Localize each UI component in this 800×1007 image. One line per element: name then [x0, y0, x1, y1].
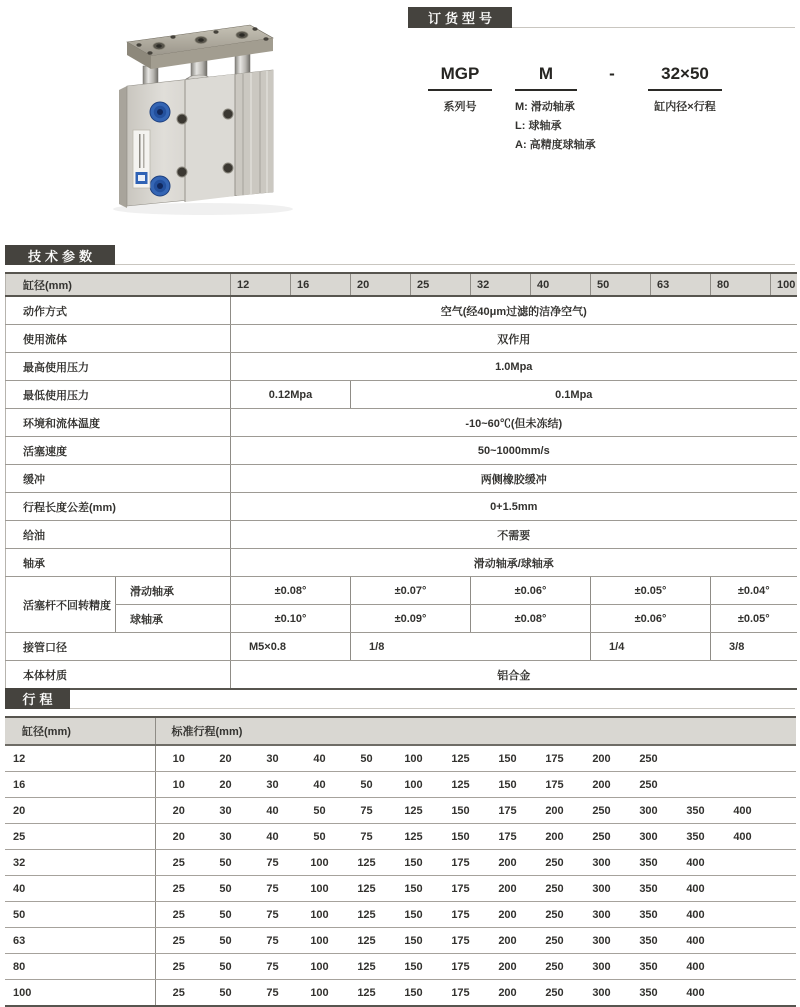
stroke-value-cell: 350	[672, 824, 719, 850]
spec-row	[6, 381, 797, 409]
spec-row	[6, 661, 797, 690]
tech-bore-header: 16	[291, 273, 351, 296]
stroke-value-cell	[719, 850, 766, 876]
stroke-filler-cell	[766, 850, 796, 876]
stroke-value-cell: 250	[531, 850, 578, 876]
stroke-value-cell: 250	[531, 876, 578, 902]
stroke-value-cell: 200	[484, 876, 531, 902]
stroke-value-cell: 150	[390, 876, 437, 902]
stroke-filler-cell	[766, 798, 796, 824]
stroke-value-cell: 350	[625, 954, 672, 980]
stroke-value-cell: 25	[155, 876, 202, 902]
stroke-corner-label: 缸径(mm)	[5, 717, 155, 745]
stroke-value-cell: 100	[296, 876, 343, 902]
stroke-bore-label: 25	[5, 824, 155, 850]
stroke-value-cell: 175	[437, 954, 484, 980]
stroke-value-cell: 125	[343, 928, 390, 954]
order-code-bore-stroke: 32×50	[648, 64, 722, 91]
stroke-value-cell: 100	[390, 745, 437, 772]
stroke-value-cell: 30	[202, 824, 249, 850]
stroke-value-cell: 75	[249, 980, 296, 1007]
spec-value-cell: ±0.08°	[471, 605, 591, 633]
stroke-filler-cell	[766, 980, 796, 1007]
stroke-value-cell: 300	[625, 798, 672, 824]
spec-row-label: 本体材质	[6, 661, 231, 690]
spec-row	[6, 296, 797, 325]
spec-value-cell: ±0.08°	[231, 577, 351, 605]
stroke-value-cell: 350	[625, 980, 672, 1007]
spec-row-label: 缓冲	[6, 465, 231, 493]
stroke-value-cell: 40	[249, 798, 296, 824]
spec-row-label: 行程长度公差(mm)	[6, 493, 231, 521]
stroke-value-cell: 175	[437, 980, 484, 1007]
stroke-value-cell: 10	[155, 772, 202, 798]
stroke-value-header: 标准行程(mm)	[155, 717, 796, 745]
stroke-bore-label: 16	[5, 772, 155, 798]
stroke-value-cell: 350	[625, 902, 672, 928]
stroke-filler-cell	[766, 954, 796, 980]
stroke-value-cell: 125	[437, 745, 484, 772]
spec-row-label: 给油	[6, 521, 231, 549]
stroke-value-cell: 175	[531, 772, 578, 798]
stroke-value-cell: 300	[625, 824, 672, 850]
spec-row	[6, 521, 797, 549]
spec-row	[6, 353, 797, 381]
spec-value-cell: 不需要	[231, 521, 797, 549]
tech-table-body	[6, 296, 797, 689]
stroke-value-cell: 25	[155, 850, 202, 876]
stroke-value-cell: 250	[531, 954, 578, 980]
stroke-value-cell: 300	[578, 928, 625, 954]
tech-bore-header: 12	[231, 273, 291, 296]
stroke-value-cell: 50	[202, 876, 249, 902]
tech-bore-header: 25	[411, 273, 471, 296]
spec-value-cell: 1/4	[591, 633, 711, 661]
stroke-table	[5, 716, 796, 1007]
stroke-value-cell: 30	[202, 798, 249, 824]
stroke-value-cell	[719, 954, 766, 980]
stroke-value-cell: 50	[202, 928, 249, 954]
stroke-filler-cell	[766, 772, 796, 798]
spec-value-cell: 0+1.5mm	[231, 493, 797, 521]
stroke-value-cell: 150	[390, 902, 437, 928]
stroke-row	[5, 980, 796, 1007]
stroke-value-cell: 250	[531, 928, 578, 954]
spec-value-cell: 0.12Mpa	[231, 381, 351, 409]
stroke-value-cell: 200	[578, 772, 625, 798]
stroke-value-cell: 25	[155, 954, 202, 980]
spec-row	[6, 325, 797, 353]
stroke-value-cell: 20	[202, 745, 249, 772]
stroke-value-cell: 350	[625, 876, 672, 902]
stroke-value-cell: 175	[437, 902, 484, 928]
stroke-value-cell: 25	[155, 980, 202, 1007]
stroke-value-cell: 50	[202, 902, 249, 928]
stroke-value-cell: 40	[296, 745, 343, 772]
stroke-row	[5, 798, 796, 824]
stroke-value-cell: 400	[672, 902, 719, 928]
stroke-value-cell: 200	[484, 850, 531, 876]
tech-bore-header: 20	[351, 273, 411, 296]
stroke-value-cell: 125	[343, 954, 390, 980]
stroke-value-cell: 100	[296, 954, 343, 980]
stroke-value-cell	[719, 745, 766, 772]
stroke-value-cell: 30	[249, 772, 296, 798]
order-note-line: L: 球轴承	[515, 120, 562, 132]
stroke-filler-cell	[766, 928, 796, 954]
stroke-header-row	[5, 717, 796, 745]
stroke-value-cell: 50	[343, 772, 390, 798]
stroke-value-cell: 150	[437, 798, 484, 824]
stroke-value-cell: 400	[672, 928, 719, 954]
stroke-value-cell: 150	[484, 772, 531, 798]
stroke-value-cell: 200	[484, 980, 531, 1007]
tech-bore-header: 32	[471, 273, 531, 296]
stroke-row	[5, 928, 796, 954]
spec-value-cell: 两侧橡胶缓冲	[231, 465, 797, 493]
stroke-value-cell: 50	[202, 980, 249, 1007]
order-code-bearing: M	[515, 64, 577, 91]
stroke-value-cell	[719, 772, 766, 798]
spec-row-label: 使用流体	[6, 325, 231, 353]
stroke-filler-cell	[766, 824, 796, 850]
stroke-value-cell: 200	[484, 902, 531, 928]
order-note-bore-stroke	[648, 98, 722, 117]
stroke-row	[5, 745, 796, 772]
stroke-value-cell: 250	[531, 980, 578, 1007]
stroke-value-cell: 200	[531, 798, 578, 824]
stroke-filler-cell	[766, 902, 796, 928]
tech-bore-header: 80	[711, 273, 771, 296]
stroke-value-cell: 10	[155, 745, 202, 772]
stroke-value-cell: 250	[531, 902, 578, 928]
order-code-dash: -	[609, 64, 615, 83]
tech-table	[5, 272, 797, 690]
stroke-value-cell: 250	[625, 745, 672, 772]
stroke-value-cell: 30	[249, 745, 296, 772]
stroke-row	[5, 772, 796, 798]
stroke-filler-cell	[766, 745, 796, 772]
brand-label	[133, 130, 150, 188]
spec-value-cell: ±0.05°	[711, 605, 797, 633]
stroke-value-cell: 25	[155, 902, 202, 928]
stroke-value-cell: 200	[578, 745, 625, 772]
stroke-value-cell: 75	[249, 876, 296, 902]
spec-row-label: 最低使用压力	[6, 381, 231, 409]
stroke-value-cell: 150	[390, 928, 437, 954]
stroke-bore-label: 32	[5, 850, 155, 876]
stroke-value-cell: 400	[719, 824, 766, 850]
order-note-bearing	[515, 98, 596, 155]
stroke-bore-label: 80	[5, 954, 155, 980]
stroke-value-cell	[719, 980, 766, 1007]
stroke-table-body	[5, 745, 796, 1006]
order-code-series: MGP	[428, 64, 492, 91]
stroke-row	[5, 954, 796, 980]
stroke-value-cell: 200	[484, 928, 531, 954]
stroke-value-cell: 20	[155, 824, 202, 850]
stroke-value-cell: 25	[155, 928, 202, 954]
order-note-line: 缸内径×行程	[654, 101, 716, 113]
stroke-row	[5, 876, 796, 902]
stroke-value-cell: 150	[390, 850, 437, 876]
stroke-value-cell: 100	[296, 928, 343, 954]
order-part-dash	[600, 64, 624, 89]
stroke-value-cell: 20	[202, 772, 249, 798]
stroke-filler-cell	[766, 876, 796, 902]
stroke-value-cell: 400	[672, 980, 719, 1007]
spec-value-cell: 1/8	[351, 633, 591, 661]
spec-value-cell: ±0.06°	[591, 605, 711, 633]
stroke-bore-label: 20	[5, 798, 155, 824]
stroke-value-cell: 125	[390, 798, 437, 824]
spec-row-label: 动作方式	[6, 296, 231, 325]
stroke-value-cell: 100	[390, 772, 437, 798]
stroke-value-cell: 300	[578, 850, 625, 876]
stroke-value-cell: 75	[249, 850, 296, 876]
stroke-value-cell: 40	[249, 824, 296, 850]
stroke-value-cell: 50	[296, 798, 343, 824]
stroke-row	[5, 902, 796, 928]
spec-value-cell: ±0.04°	[711, 577, 797, 605]
stroke-value-cell: 350	[625, 928, 672, 954]
stroke-value-cell: 100	[296, 850, 343, 876]
stroke-value-cell: 100	[296, 902, 343, 928]
stroke-value-cell: 175	[437, 850, 484, 876]
stroke-value-cell: 75	[343, 824, 390, 850]
tech-section-rule	[115, 264, 795, 265]
stroke-value-cell: 350	[625, 850, 672, 876]
spec-row-label: 接管口径	[6, 633, 231, 661]
stroke-value-cell: 150	[437, 824, 484, 850]
tech-bore-header: 63	[651, 273, 711, 296]
tech-bore-header: 100	[771, 273, 797, 296]
stroke-value-cell: 75	[249, 928, 296, 954]
spec-row-label: 活塞速度	[6, 437, 231, 465]
stroke-value-cell: 400	[719, 798, 766, 824]
stroke-value-cell: 50	[202, 850, 249, 876]
stroke-value-cell: 150	[484, 745, 531, 772]
spec-row-sublabel: 球轴承	[116, 605, 231, 633]
stroke-value-cell: 125	[437, 772, 484, 798]
stroke-value-cell	[719, 902, 766, 928]
order-part-bore-stroke	[648, 64, 722, 117]
stroke-value-cell	[672, 772, 719, 798]
stroke-value-cell: 350	[672, 798, 719, 824]
spec-row-label: 活塞杆不回转精度	[6, 577, 116, 633]
stroke-value-cell: 75	[343, 798, 390, 824]
stroke-value-cell: 300	[578, 954, 625, 980]
order-note-series	[428, 98, 492, 117]
stroke-value-cell: 300	[578, 980, 625, 1007]
stroke-value-cell: 150	[390, 954, 437, 980]
spec-value-cell: ±0.05°	[591, 577, 711, 605]
spec-row-label: 环境和流体温度	[6, 409, 231, 437]
stroke-value-cell: 175	[437, 928, 484, 954]
tech-bore-header: 50	[591, 273, 651, 296]
stroke-bore-label: 40	[5, 876, 155, 902]
spec-value-cell: ±0.09°	[351, 605, 471, 633]
spec-row	[6, 493, 797, 521]
spec-value-cell: 0.1Mpa	[351, 381, 797, 409]
stroke-value-cell	[719, 928, 766, 954]
order-section-title: 订货型号	[408, 7, 512, 28]
stroke-section-rule	[70, 708, 795, 709]
spec-value-cell: 双作用	[231, 325, 797, 353]
stroke-value-cell: 400	[672, 850, 719, 876]
spec-row	[6, 465, 797, 493]
stroke-bore-label: 50	[5, 902, 155, 928]
stroke-value-cell: 175	[437, 876, 484, 902]
stroke-bore-label: 12	[5, 745, 155, 772]
spec-row	[6, 437, 797, 465]
spec-row-sublabel: 滑动轴承	[116, 577, 231, 605]
spec-row-label: 轴承	[6, 549, 231, 577]
stroke-bore-label: 63	[5, 928, 155, 954]
stroke-value-cell: 125	[343, 850, 390, 876]
order-note-line: M: 滑动轴承	[515, 101, 575, 113]
stroke-value-cell: 175	[484, 798, 531, 824]
stroke-row	[5, 824, 796, 850]
stroke-value-cell: 40	[296, 772, 343, 798]
stroke-value-cell: 200	[484, 954, 531, 980]
spec-value-cell: ±0.10°	[231, 605, 351, 633]
stroke-value-cell: 125	[390, 824, 437, 850]
spec-value-cell: 铝合金	[231, 661, 797, 690]
spec-value-cell: ±0.06°	[471, 577, 591, 605]
stroke-value-cell: 50	[343, 745, 390, 772]
spec-row	[6, 577, 797, 605]
order-section-rule	[512, 27, 795, 28]
spec-value-cell: 滑动轴承/球轴承	[231, 549, 797, 577]
stroke-value-cell	[672, 745, 719, 772]
tech-section-title: 技术参数	[5, 245, 115, 265]
order-note-line: A: 高精度球轴承	[515, 139, 596, 151]
spec-value-cell: 1.0Mpa	[231, 353, 797, 381]
stroke-value-cell: 250	[625, 772, 672, 798]
stroke-value-cell: 175	[484, 824, 531, 850]
stroke-value-cell: 75	[249, 902, 296, 928]
stroke-bore-label: 100	[5, 980, 155, 1007]
stroke-value-cell: 250	[578, 798, 625, 824]
stroke-value-cell	[719, 876, 766, 902]
stroke-value-cell: 125	[343, 876, 390, 902]
stroke-value-cell: 400	[672, 954, 719, 980]
stroke-value-cell: 300	[578, 902, 625, 928]
stroke-value-cell: 200	[531, 824, 578, 850]
stroke-value-cell: 400	[672, 876, 719, 902]
stroke-value-cell: 50	[296, 824, 343, 850]
tech-header-row	[6, 273, 797, 296]
stroke-value-cell: 125	[343, 902, 390, 928]
tech-bore-header: 40	[531, 273, 591, 296]
spec-row	[6, 605, 797, 633]
order-note-line: 系列号	[443, 101, 477, 113]
stroke-section-title: 行程	[5, 688, 70, 709]
stroke-row	[5, 850, 796, 876]
order-part-bearing	[515, 64, 596, 155]
stroke-value-cell: 175	[531, 745, 578, 772]
spec-value-cell: ±0.07°	[351, 577, 471, 605]
spec-value-cell: 空气(经40μm过滤的洁净空气)	[231, 296, 797, 325]
spec-value-cell: 3/8	[711, 633, 797, 661]
spec-value-cell: -10~60℃(但未冻结)	[231, 409, 797, 437]
tech-corner-label: 缸径(mm)	[6, 273, 231, 296]
stroke-value-cell: 100	[296, 980, 343, 1007]
stroke-value-cell: 250	[578, 824, 625, 850]
spec-row	[6, 409, 797, 437]
stroke-value-cell: 300	[578, 876, 625, 902]
order-part-series	[428, 64, 492, 117]
spec-row	[6, 549, 797, 577]
product-photo-guided-cylinder	[85, 12, 320, 217]
stroke-value-cell: 125	[343, 980, 390, 1007]
spec-value-cell: 50~1000mm/s	[231, 437, 797, 465]
spec-row-label: 最高使用压力	[6, 353, 231, 381]
spec-value-cell: M5×0.8	[231, 633, 351, 661]
stroke-value-cell: 20	[155, 798, 202, 824]
stroke-value-cell: 50	[202, 954, 249, 980]
spec-row	[6, 633, 797, 661]
stroke-value-cell: 150	[390, 980, 437, 1007]
stroke-value-cell: 75	[249, 954, 296, 980]
